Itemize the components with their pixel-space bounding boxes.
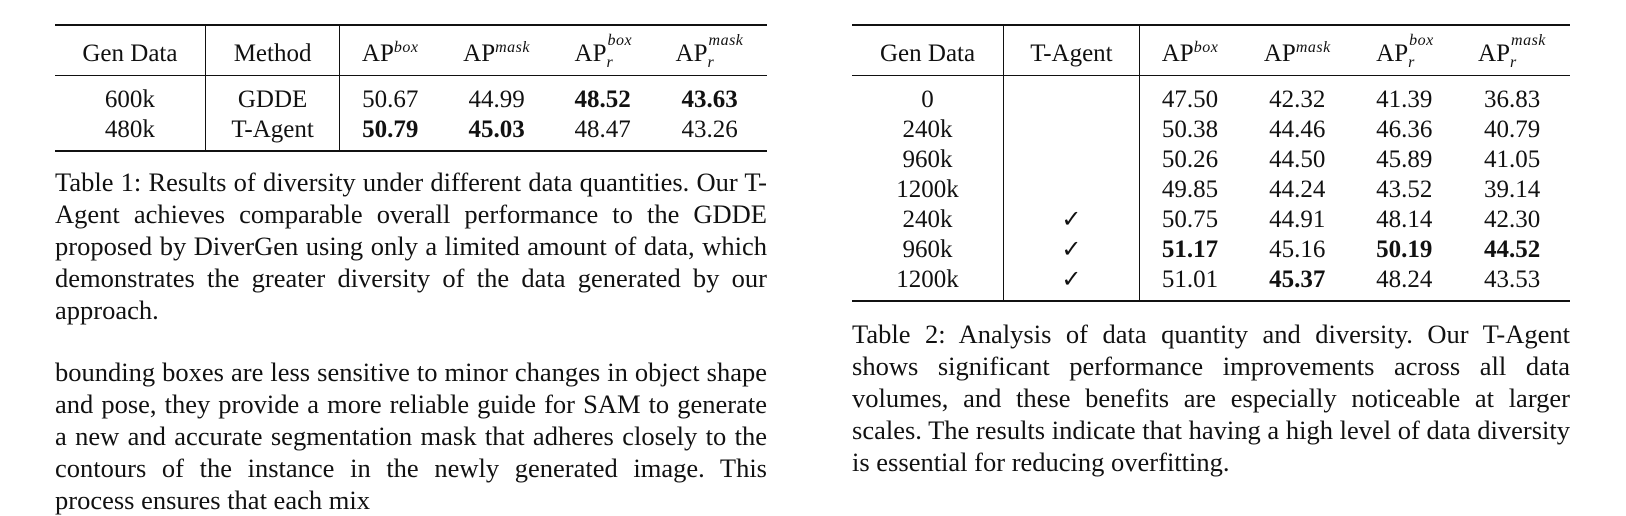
cell-apr-box: 45.89	[1376, 146, 1433, 173]
cell-gen-data: 1200k	[852, 175, 1004, 205]
col-header-t-agent: T-Agent	[1004, 25, 1140, 76]
table-1	[55, 24, 767, 152]
cell-gen-data: 240k	[852, 205, 1004, 235]
cell-ap-box: 50.26	[1161, 146, 1219, 173]
table-row	[55, 115, 767, 151]
cell-apr-mask: 39.14	[1484, 176, 1541, 203]
cell-apr-mask: 44.52	[1484, 236, 1541, 263]
table-row	[852, 235, 1570, 265]
col-header-ap-box: $AP^{box}$	[361, 39, 419, 67]
cell-t-agent: ✓	[1004, 265, 1140, 301]
cell-apr-mask: 36.83	[1484, 86, 1541, 113]
cell-apr-box: 43.52	[1376, 176, 1433, 203]
table-2-header-row	[852, 25, 1570, 76]
body-paragraph: bounding boxes are less sensitive to minor changes in object shape and pose, they provide a more reliable guide for SAM to generate a new and accurate segmentation mask that adheres closely to the contours of the instance in the newly generated image. This process ensures that each mix	[55, 357, 767, 515]
cell-ap-box: 50.67	[362, 86, 419, 113]
cell-ap-mask: 44.24	[1269, 176, 1326, 203]
cell-gen-data: 960k	[852, 235, 1004, 265]
table-2	[852, 24, 1570, 302]
col-header-apr-box: $AP_r$ box	[1376, 31, 1434, 71]
cell-apr-mask: 41.05	[1484, 146, 1541, 173]
cell-ap-mask: 45.16	[1269, 236, 1326, 263]
table-1-caption: Table 1: Results of diversity under different data quantities. Our T-Agent achieves comparable overall performance to the GDDE proposed by DiverGen using only a limited amount of data, which demonstrates the greater diversity of the data generated by our approach.	[55, 167, 767, 325]
cell-apr-mask: 42.30	[1484, 206, 1541, 233]
cell-apr-mask: 43.26	[681, 116, 738, 143]
cell-ap-box: 49.85	[1161, 176, 1219, 203]
col-header-ap-mask: $AP^{mask}$	[463, 39, 530, 67]
cell-t-agent: ✓	[1004, 235, 1140, 265]
cell-ap-box: 50.75	[1161, 206, 1219, 233]
cell-apr-box: 41.39	[1376, 86, 1433, 113]
cell-ap-mask: 45.03	[468, 116, 525, 143]
right-column	[852, 24, 1570, 478]
cell-ap-box: 50.79	[362, 116, 419, 143]
cell-apr-mask: 40.79	[1484, 116, 1541, 143]
cell-apr-box: 48.14	[1376, 206, 1433, 233]
cell-ap-mask: 45.37	[1269, 266, 1326, 293]
cell-method: T-Agent	[205, 115, 340, 151]
cell-gen-data: 240k	[852, 115, 1004, 145]
cell-apr-box: 48.24	[1376, 266, 1433, 293]
cell-t-agent	[1004, 115, 1140, 145]
table-row	[852, 205, 1570, 235]
cell-gen-data: 0	[852, 76, 1004, 116]
cell-apr-mask: 43.53	[1484, 266, 1541, 293]
cell-gen-data: 600k	[55, 76, 205, 116]
cell-gen-data: 1200k	[852, 265, 1004, 301]
cell-ap-mask: 44.91	[1269, 206, 1326, 233]
cell-ap-mask: 44.50	[1269, 146, 1326, 173]
col-header-apr-mask: $AP_r$ mask	[1478, 31, 1546, 71]
cell-method: GDDE	[205, 76, 340, 116]
cell-t-agent	[1004, 175, 1140, 205]
col-header-method: Method	[205, 25, 340, 76]
cell-t-agent	[1004, 76, 1140, 116]
table-row	[852, 265, 1570, 301]
cell-ap-box: 50.38	[1161, 116, 1219, 143]
col-header-apr-mask: $AP_r$ mask	[675, 31, 744, 71]
cell-gen-data: 480k	[55, 115, 205, 151]
table-row	[852, 145, 1570, 175]
cell-ap-box: 51.01	[1161, 266, 1219, 293]
cell-ap-box: 51.17	[1161, 236, 1219, 263]
cell-gen-data: 960k	[852, 145, 1004, 175]
cell-ap-box: 47.50	[1161, 86, 1219, 113]
cell-ap-mask: 44.46	[1269, 116, 1326, 143]
col-header-ap-box: $AP^{box}$	[1161, 39, 1219, 67]
table-row	[852, 115, 1570, 145]
table-row	[852, 175, 1570, 205]
cell-apr-box: 46.36	[1376, 116, 1433, 143]
table-2-caption: Table 2: Analysis of data quantity and diversity. Our T-Agent shows significant performance improvements across all data volumes, and these benefits are especially noticeable at larger scales. The results indicate that having a high level of data diversity is essential for reducing overfitting.	[852, 319, 1570, 477]
cell-apr-box: 48.47	[574, 116, 631, 143]
col-header-gen-data: Gen Data	[55, 25, 205, 76]
table-1-header-row	[55, 25, 767, 76]
col-header-ap-mask: $AP^{mask}$	[1263, 39, 1331, 67]
cell-apr-mask: 43.63	[681, 86, 738, 113]
left-column	[55, 24, 767, 326]
cell-ap-mask: 44.99	[468, 86, 525, 113]
col-header-gen-data: Gen Data	[852, 25, 1004, 76]
cell-apr-box: 50.19	[1376, 236, 1433, 263]
cell-t-agent: ✓	[1004, 205, 1140, 235]
cell-ap-mask: 42.32	[1269, 86, 1326, 113]
cell-t-agent	[1004, 145, 1140, 175]
table-row	[852, 76, 1570, 116]
cell-apr-box: 48.52	[574, 86, 631, 113]
table-row	[55, 76, 767, 116]
col-header-apr-box: $AP_r$ box	[574, 31, 633, 71]
